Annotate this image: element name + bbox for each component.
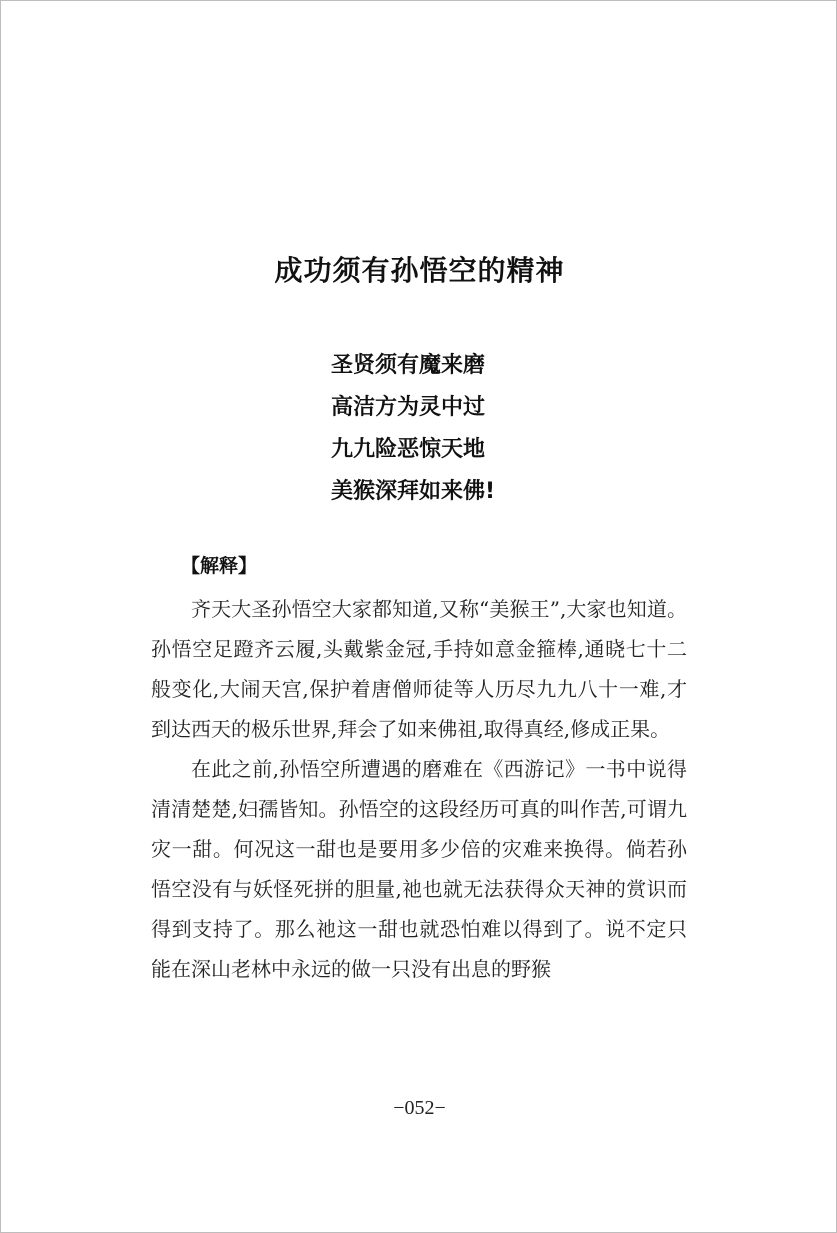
chapter-title: 成功须有孙悟空的精神 xyxy=(274,254,565,287)
paragraph: 在此之前,孙悟空所遭遇的磨难在《西游记》一书中说得清清楚楚,妇孺皆知。孙悟空的这段经历可真的叫作苦,可谓九灾一甜。何况这一甜也是要用多少倍的灾难来换得。倘若孙悟空没有与妖怪死拼的胆量,祂也就无法获得众天神的赏识而得到支持了。那么祂这一甜也就恐怕难以得到了。说不定只能在深山老林中永远的做一只没有出息的野猴 xyxy=(151,757,687,981)
poem-line: 九九险恶惊天地 xyxy=(331,437,486,462)
page-number: −052− xyxy=(393,1097,446,1119)
poem-line: 圣贤须有魔来磨 xyxy=(331,353,486,378)
poem-line: 高洁方为灵中过 xyxy=(331,395,486,420)
paragraph: 齐天大圣孙悟空大家都知道,又称“美猴王”,大家也知道。孙悟空足蹬齐云履,头戴紫金冠,手持如意金箍棒,通晓七十二般变化,大闹天宫,保护着唐僧师徒等人历尽九九八十一难,才到达西天的极乐世界,拜会了如来佛祖,取得真经,修成正果。 xyxy=(151,597,687,741)
poem-line: 美猴深拜如来佛! xyxy=(331,479,496,504)
body-text xyxy=(151,589,687,989)
section-heading: 【解释】 xyxy=(181,555,258,577)
poem xyxy=(331,347,495,515)
